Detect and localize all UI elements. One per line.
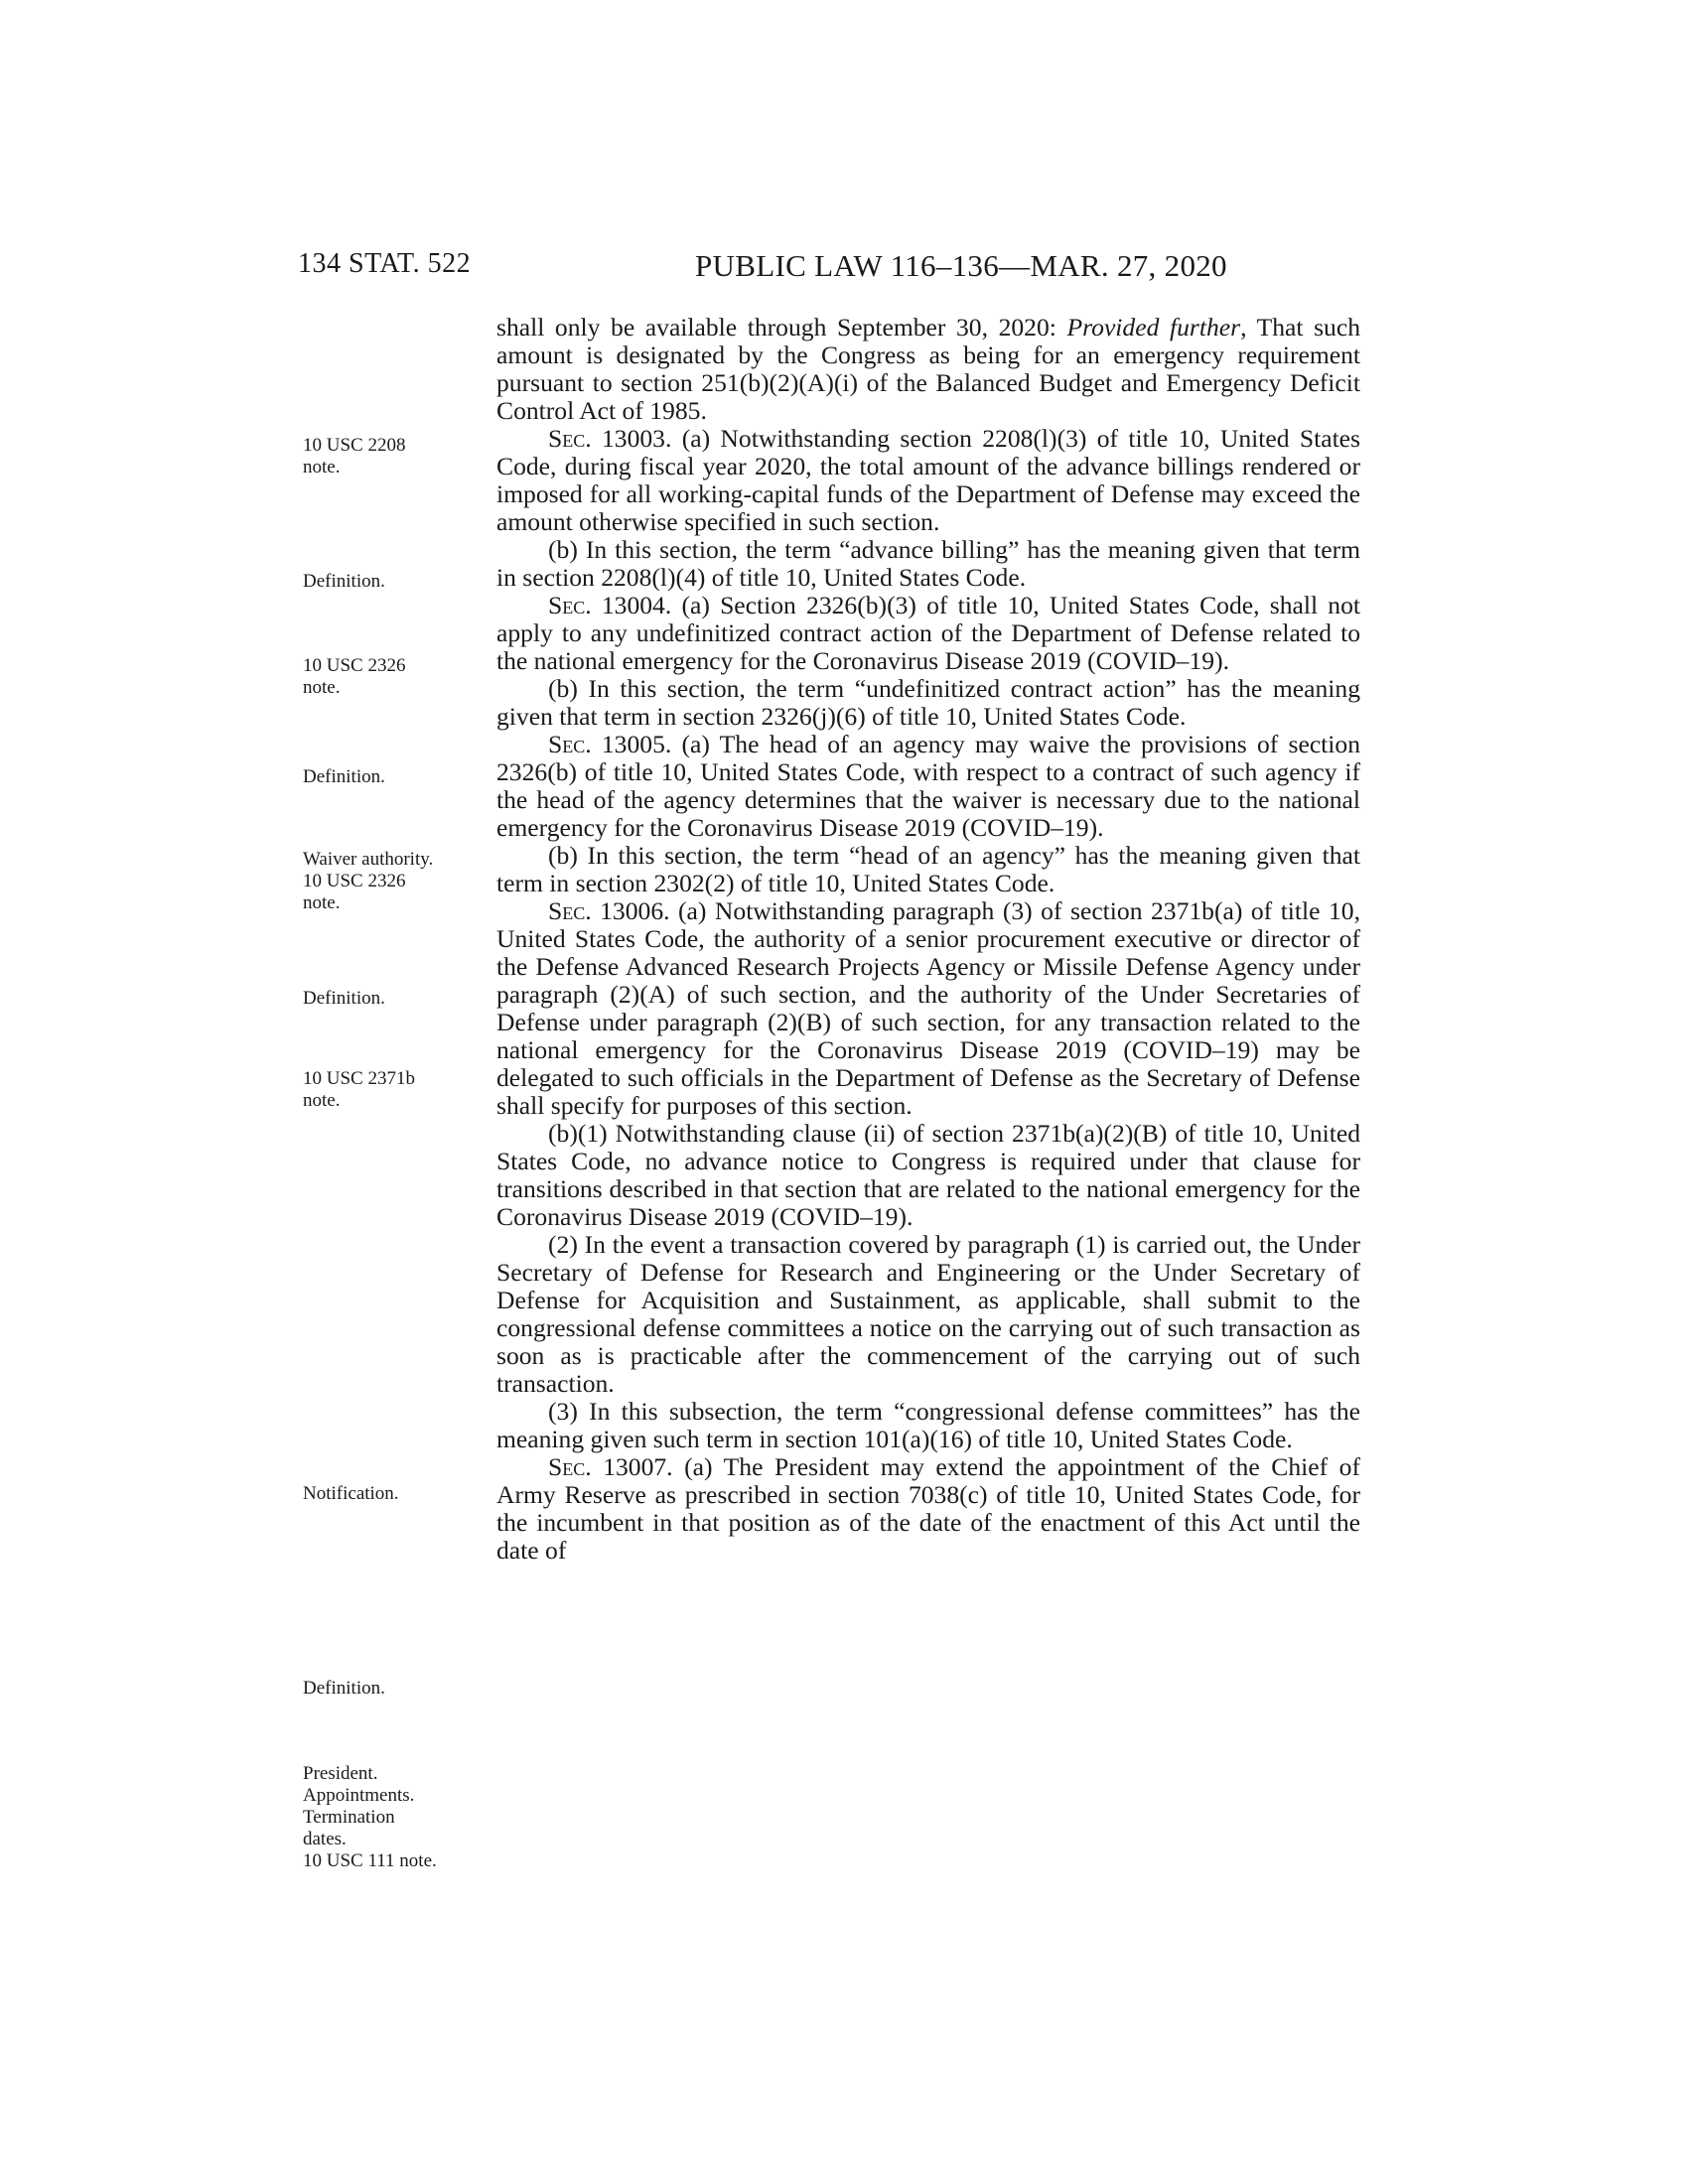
page-title: PUBLIC LAW 116–136—MAR. 27, 2020 (695, 248, 1227, 283)
section-13005: Sec. 13005. (a) The head of an agency may waive the provisions of section 2326(b) of title 10, United States Code, with respect to a contract of such agency if the head of the agency determines that the waiver is necessary due to the national emergency for the Coronavirus Disease 2019 (COVID–19). (496, 730, 1360, 842)
page-header (298, 248, 1360, 288)
statute-page-number: 134 STAT. 522 (298, 248, 472, 279)
paragraph: (b) In this section, the term “undefinitized contract action” has the meaning given that term in section 2326(j)(6) of title 10, United States Code. (496, 674, 1360, 731)
margin-note: Notification. (303, 1483, 399, 1504)
section-13004: Sec. 13004. (a) Section 2326(b)(3) of title 10, United States Code, shall not apply to any undefinitized contract action of the Department of Defense related to the national emergency for the Coronavirus Disease 2019 (COVID–19). (496, 591, 1360, 675)
margin-note: Definition. (303, 1678, 385, 1699)
paragraph: (b) In this section, the term “advance billing” has the meaning given that term in section 2208(l)(4) of title 10, United States Code. (496, 535, 1360, 592)
margin-note: Definition. (303, 988, 385, 1009)
margin-note: Definition. (303, 766, 385, 787)
margin-note: 10 USC 2208 note. (303, 435, 406, 478)
paragraph: (b) In this section, the term “head of an agency” has the meaning given that term in section 2302(2) of title 10, United States Code. (496, 841, 1360, 897)
margin-note: 10 USC 2371b note. (303, 1068, 415, 1111)
margin-note: President. Appointments. Termination dates. 10 USC 111 note. (303, 1763, 437, 1871)
paragraph: (b)(1) Notwithstanding clause (ii) of section 2371b(a)(2)(B) of title 10, United States Code, no advance notice to Congress is required under that clause for transitions described in that section that are related to the national emergency for the Coronavirus Disease 2019 (COVID–19). (496, 1119, 1360, 1231)
margin-note: 10 USC 2326 note. (303, 655, 406, 698)
statute-body (496, 314, 1360, 1565)
paragraph: (2) In the event a transaction covered by paragraph (1) is carried out, the Under Secretary of Defense for Research and Engineering or the Under Secretary of Defense for Acquisition and Sustainment, as applicable, shall submit to the congressional defense committees a notice on the carrying out of such transaction as soon as is practicable after the commencement of the carrying out of such transaction. (496, 1230, 1360, 1398)
margin-note: Waiver authority. 10 USC 2326 note. (303, 849, 434, 913)
section-13003: Sec. 13003. (a) Notwithstanding section 2208(l)(3) of title 10, United States Code, during fiscal year 2020, the total amount of the advance billings rendered or imposed for all working-capital funds of the Department of Defense may exceed the amount otherwise specified in such section. (496, 424, 1360, 536)
paragraph: shall only be available through September 30, 2020: Provided further, That such amount is designated by the Congress as being for an emergency requirement pursuant to section 251(b)(2)(A)(i) of the Balanced Budget and Emergency Deficit Control Act of 1985. (496, 313, 1361, 425)
margin-note: Definition. (303, 571, 385, 592)
paragraph: (3) In this subsection, the term “congressional defense committees” has the meaning given such term in section 101(a)(16) of title 10, United States Code. (496, 1397, 1360, 1453)
section-13007: Sec. 13007. (a) The President may extend the appointment of the Chief of Army Reserve as prescribed in section 7038(c) of title 10, United States Code, for the incumbent in that position as of the date of the enactment of this Act until the date of (496, 1452, 1360, 1565)
section-13006: Sec. 13006. (a) Notwithstanding paragraph (3) of section 2371b(a) of title 10, United States Code, the authority of a senior procurement executive or director of the Defense Advanced Research Projects Agency or Missile Defense Agency under paragraph (2)(A) of such section, and the authority of the Under Secretaries of Defense under paragraph (2)(B) of such section, for any transaction related to the national emergency for the Coronavirus Disease 2019 (COVID–19) may be delegated to such officials in the Department of Defense as the Secretary of Defense shall specify for purposes of this section. (496, 896, 1360, 1120)
